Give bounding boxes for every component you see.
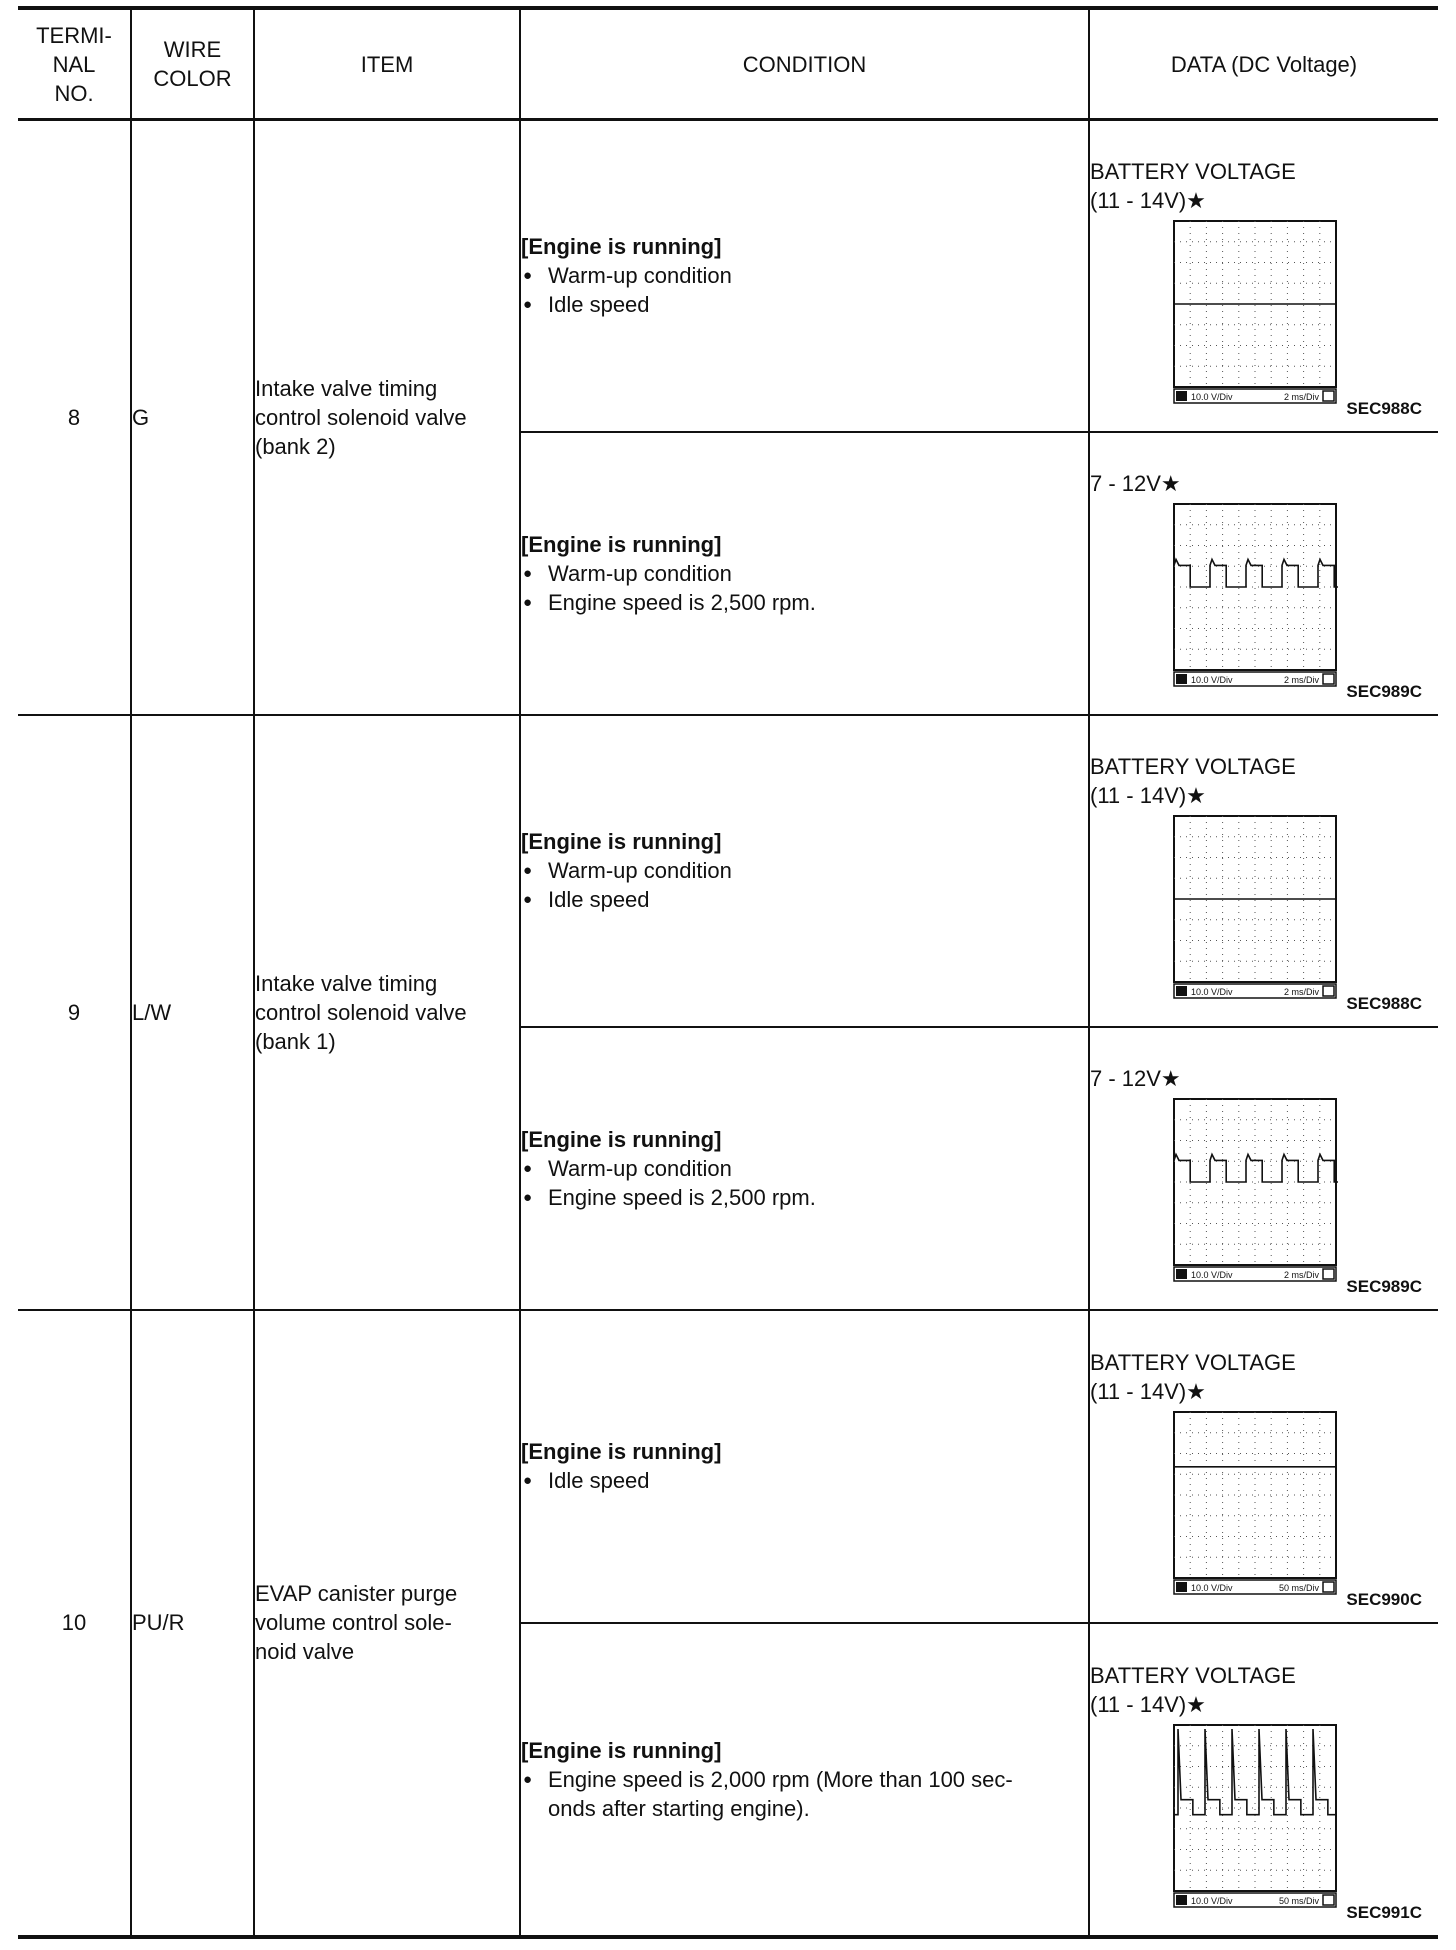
header-wire-color: WIRE COLOR [131,8,254,120]
svg-text:10.0 V/Div: 10.0 V/Div [1191,1895,1233,1906]
condition-cell [520,1623,1089,1937]
condition-bullet: ● Warm-up condition [521,1154,1088,1183]
condition-bullet: ● Warm-up condition [521,856,1088,885]
data-cell [1089,432,1438,715]
wire-color: G [131,120,254,715]
figure-code: SEC989C [1346,1276,1422,1296]
figure-code: SEC988C [1346,993,1422,1013]
condition-bullet: ● Engine speed is 2,500 rpm. [521,1183,1088,1212]
terminal-data-table [18,6,1438,1939]
header-terminal-no: TERMI- NAL NO. [18,8,131,120]
svg-text:2 ms/Div: 2 ms/Div [1283,1270,1319,1280]
condition-cell [520,432,1089,715]
condition-bullet: ● Warm-up condition [521,559,1088,588]
voltage-value: BATTERY VOLTAGE (11 - 14V)★ [1090,1662,1296,1717]
voltage-value: 7 - 12V★ [1090,471,1181,496]
svg-text:50 ms/Div: 50 ms/Div [1278,1895,1319,1906]
condition-bullet: ● Idle speed [521,1466,1088,1495]
condition-bullet: ● Warm-up condition [521,261,1088,290]
data-cell [1089,1310,1438,1623]
table-row [18,1310,1438,1623]
terminal-number: 9 [18,715,131,1310]
table-row [18,715,1438,1027]
data-cell [1089,1027,1438,1310]
condition-cell [520,1027,1089,1310]
terminal-number: 8 [18,120,131,715]
figure-code: SEC990C [1346,1589,1422,1609]
voltage-value: 7 - 12V★ [1090,1066,1181,1091]
oscilloscope-waveform [1172,1097,1338,1282]
condition-title: [Engine is running] [521,531,722,557]
header-item: ITEM [254,8,520,120]
voltage-value: BATTERY VOLTAGE (11 - 14V)★ [1090,754,1296,808]
item-description: EVAP canister purge volume control sole- noid valve [254,1310,520,1937]
svg-text:10.0 V/Div: 10.0 V/Div [1191,987,1233,997]
voltage-value: BATTERY VOLTAGE (11 - 14V)★ [1090,1349,1296,1404]
svg-text:2 ms/Div: 2 ms/Div [1283,675,1319,685]
condition-title: [Engine is running] [521,1737,722,1763]
condition-bullet: ● Engine speed is 2,000 rpm (More than 100 sec- onds after starting engine). [521,1765,1088,1823]
figure-code: SEC991C [1346,1902,1422,1922]
oscilloscope-waveform [1172,219,1338,404]
svg-text:10.0 V/Div: 10.0 V/Div [1191,1582,1233,1593]
table-row [18,120,1438,432]
data-cell [1089,1623,1438,1937]
condition-cell [520,1310,1089,1623]
item-description: Intake valve timing control solenoid valve (bank 2) [254,120,520,715]
condition-title: [Engine is running] [521,1126,722,1152]
wire-color: L/W [131,715,254,1310]
voltage-value: BATTERY VOLTAGE (11 - 14V)★ [1090,159,1296,214]
condition-bullet: ● Idle speed [521,885,1088,914]
svg-text:10.0 V/Div: 10.0 V/Div [1191,392,1233,403]
svg-text:2 ms/Div: 2 ms/Div [1283,987,1319,997]
data-cell [1089,120,1438,432]
data-cell [1089,715,1438,1027]
condition-cell [520,715,1089,1027]
item-description: Intake valve timing control solenoid valve (bank 1) [254,715,520,1310]
table-header-row [18,8,1438,120]
svg-text:10.0 V/Div: 10.0 V/Div [1191,1270,1233,1280]
oscilloscope-waveform [1172,814,1338,999]
svg-text:2 ms/Div: 2 ms/Div [1283,392,1319,403]
oscilloscope-waveform [1172,502,1338,687]
terminal-number: 10 [18,1310,131,1937]
condition-title: [Engine is running] [521,829,722,854]
condition-title: [Engine is running] [521,234,722,260]
condition-cell [520,120,1089,432]
condition-title: [Engine is running] [521,1439,722,1464]
figure-code: SEC988C [1346,398,1422,418]
figure-code: SEC989C [1346,681,1422,701]
condition-bullet: ● Engine speed is 2,500 rpm. [521,588,1088,617]
condition-bullet: ● Idle speed [521,290,1088,319]
svg-text:10.0 V/Div: 10.0 V/Div [1191,675,1233,685]
header-data: DATA (DC Voltage) [1089,8,1438,120]
wire-color: PU/R [131,1310,254,1937]
header-condition: CONDITION [520,8,1089,120]
oscilloscope-waveform [1172,1723,1338,1908]
oscilloscope-waveform [1172,1410,1338,1595]
svg-text:50 ms/Div: 50 ms/Div [1278,1582,1319,1593]
